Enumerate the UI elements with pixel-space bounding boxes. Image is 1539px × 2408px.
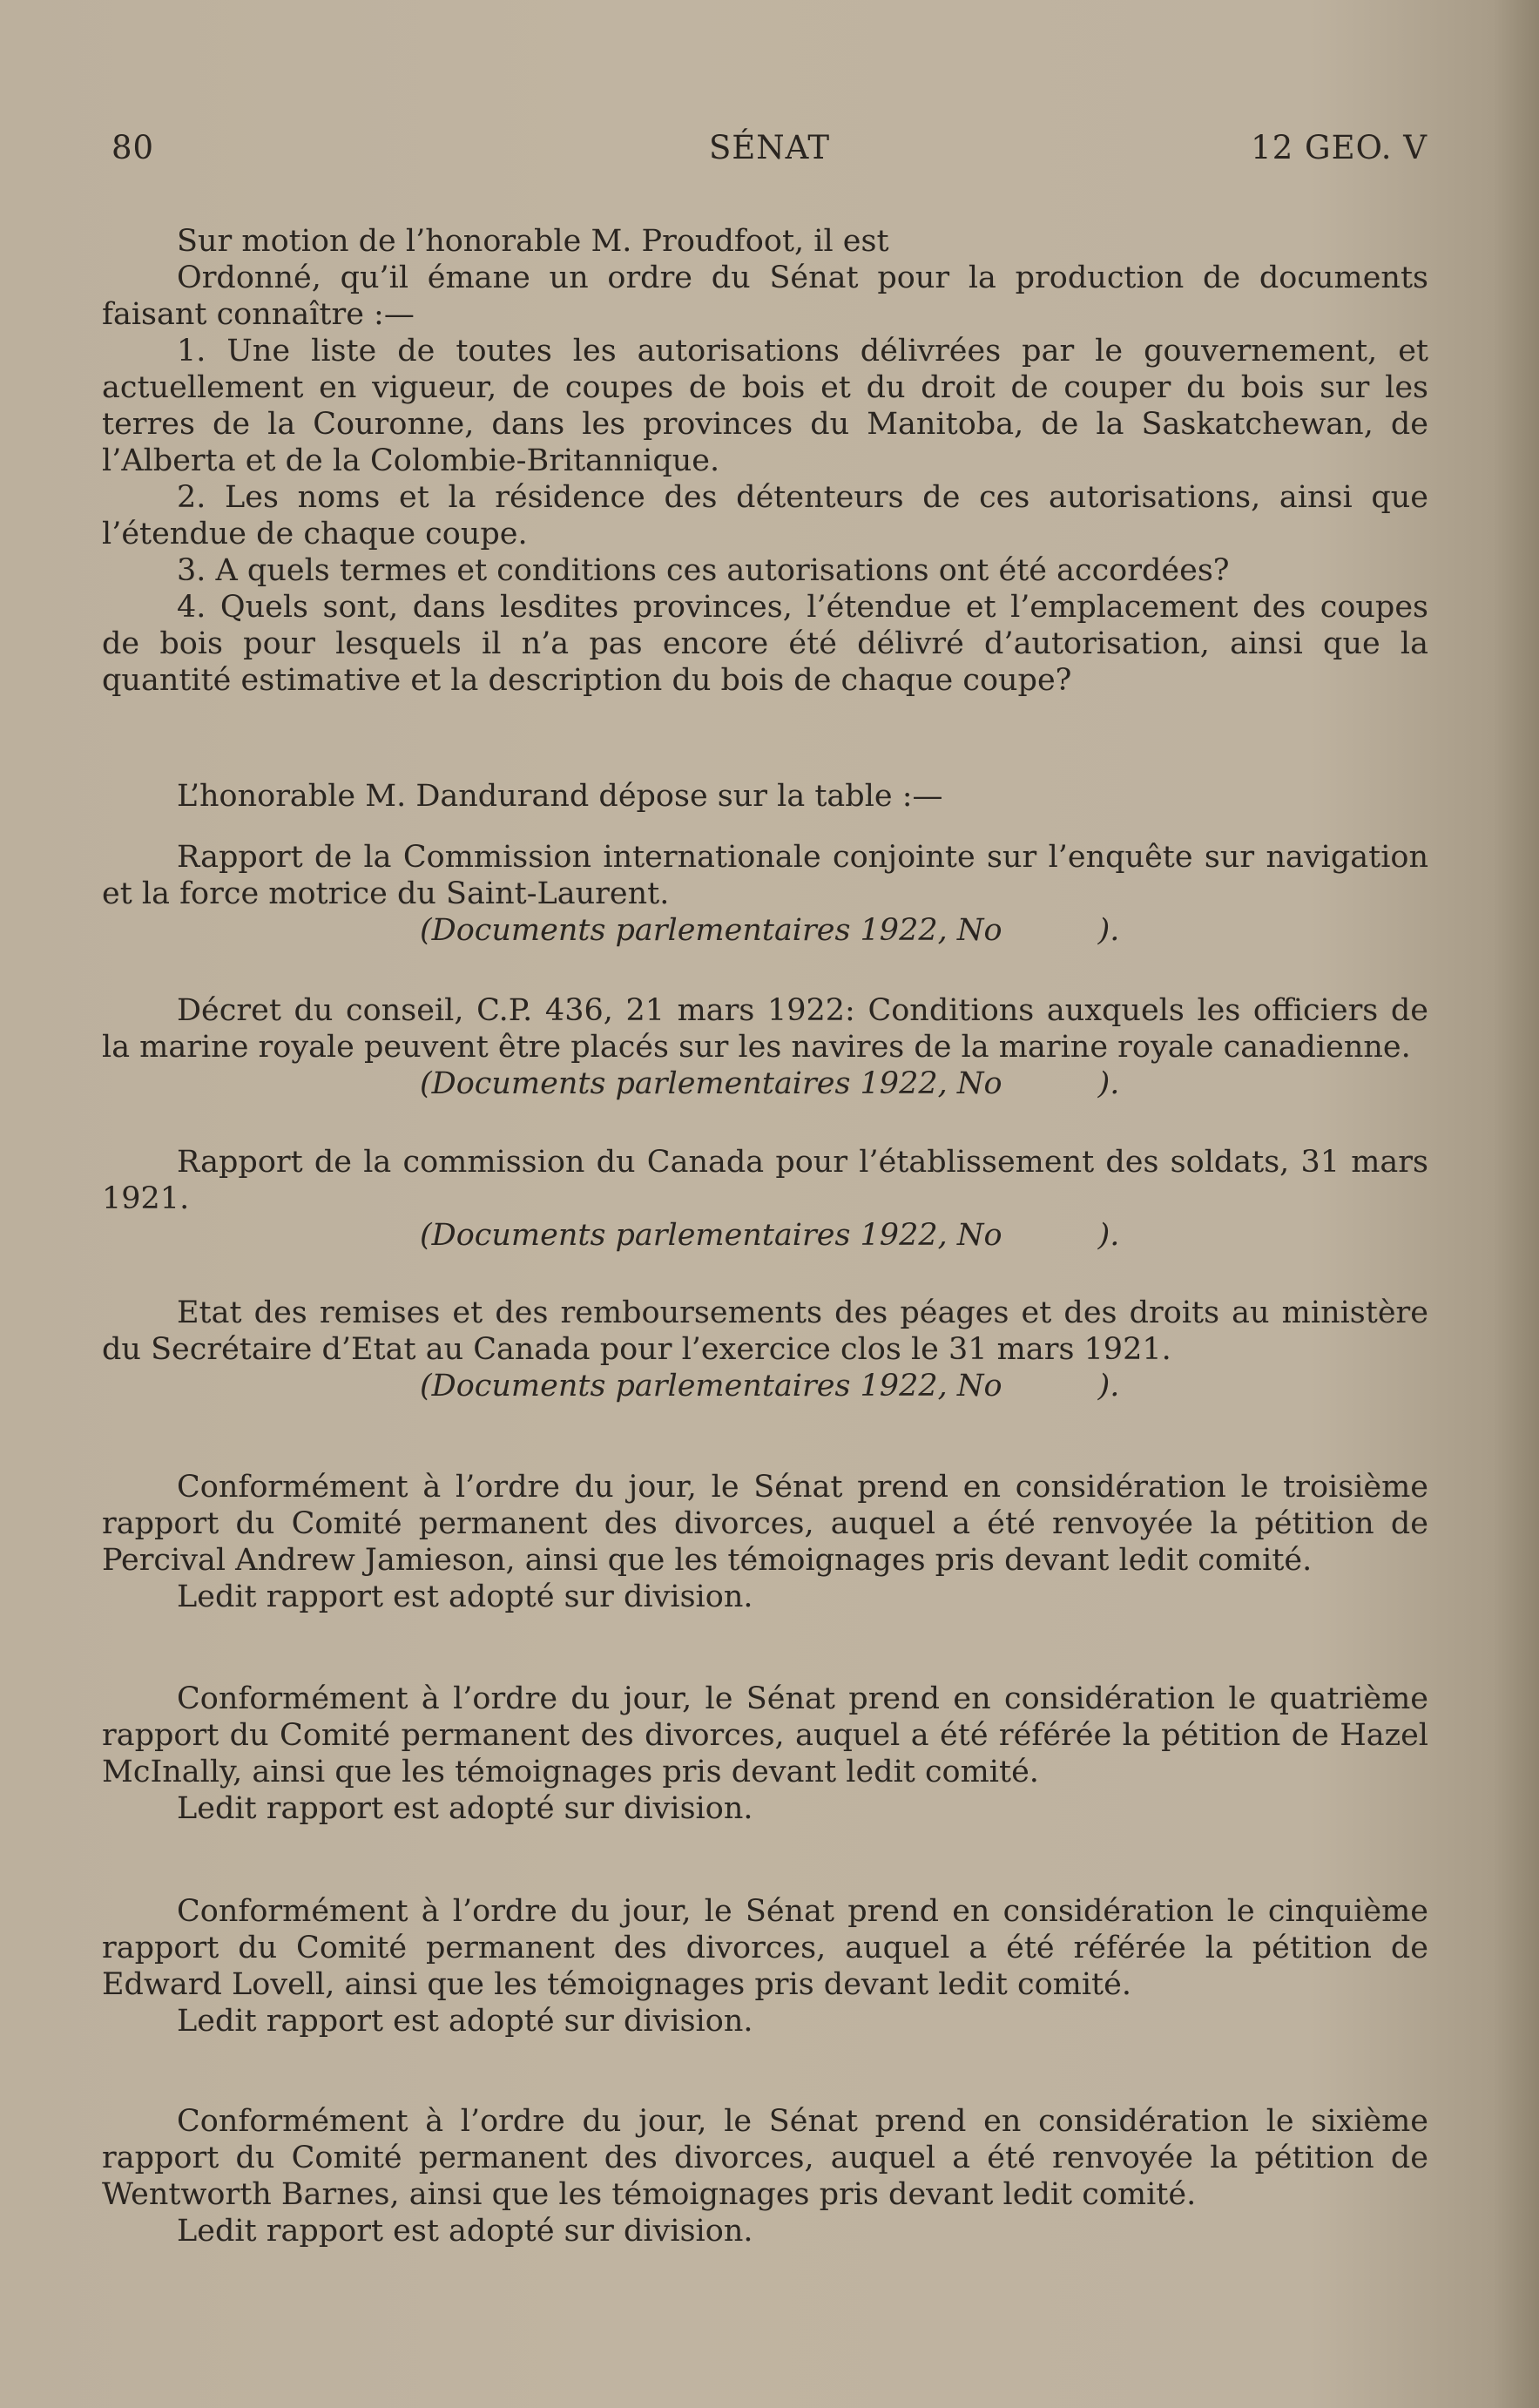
report-text: Conformément à l’ordre du jour, le Sénat prend en considération le cinquième rapport du Comité permanent des divorces, auquel a été référée la pétition de Edward Lovell, ainsi que les témoignages pris devant ledit comité. xyxy=(102,1894,1428,2002)
motion-intro: Sur motion de l’honorable M. Proudfoot, il est xyxy=(177,224,889,259)
tabled-document-reference: (Documents parlementaires 1922, No ). xyxy=(420,913,1120,948)
tabled-document-4 xyxy=(102,1295,1428,1404)
tabled-document-text: Etat des remises et des remboursements des péages et des droits au ministère du Secrétaire d’Etat au Canada pour l’exercice clos le 31 mars 1921. xyxy=(102,1295,1428,1367)
tabled-document-reference: (Documents parlementaires 1922, No ). xyxy=(420,1369,1120,1404)
tabled-document-2 xyxy=(102,992,1428,1102)
divorce-report-3 xyxy=(102,1469,1428,1615)
tabled-document-text: Rapport de la Commission internationale conjointe sur l’enquête sur navigation et la force motrice du Saint-Laurent. xyxy=(102,840,1428,911)
report-result: Ledit rapport est adopté sur division. xyxy=(177,1791,753,1826)
motion-item-2: 2. Les noms et la résidence des détenteurs de ces autorisations, ainsi que l’étendue de chaque coupe. xyxy=(102,480,1428,551)
motion-item-1: 1. Une liste de toutes les autorisations délivrées par le gouvernement, et actuellement en vigueur, de coupes de bois et du droit de couper du bois sur les terres de la Couronne, dans les provinces du Manitoba, de la Saskatchewan, de l’Alberta et de la Colombie-Britannique. xyxy=(102,334,1428,478)
tabled-document-1 xyxy=(102,839,1428,949)
tabling-intro: L’honorable M. Dandurand dépose sur la table :— xyxy=(177,779,943,814)
page-header xyxy=(111,129,1428,181)
divorce-report-5 xyxy=(102,1893,1428,2039)
session-reference: 12 GEO. V xyxy=(1251,129,1428,166)
motion-item-3: 3. A quels termes et conditions ces autorisations ont été accordées? xyxy=(177,553,1230,588)
report-result: Ledit rapport est adopté sur division. xyxy=(177,2214,753,2249)
tabling-section xyxy=(102,778,1428,815)
divorce-report-4 xyxy=(102,1681,1428,1827)
page-number: 80 xyxy=(111,129,155,166)
divorce-report-6 xyxy=(102,2103,1428,2249)
report-result: Ledit rapport est adopté sur division. xyxy=(177,2004,753,2039)
report-result: Ledit rapport est adopté sur division. xyxy=(177,1579,753,1614)
motion-section xyxy=(102,223,1428,699)
report-text: Conformément à l’ordre du jour, le Sénat prend en considération le troisième rapport du Comité permanent des divorces, auquel a été renvoyée la pétition de Percival Andrew Jamieson, ainsi que les témoignages pris devant ledit comité. xyxy=(102,1470,1428,1578)
report-text: Conformément à l’ordre du jour, le Sénat prend en considération le sixième rapport du Comité permanent des divorces, auquel a été renvoyée la pétition de Wentworth Barnes, ainsi que les témoignages pris devant ledit comité. xyxy=(102,2104,1428,2212)
motion-item-4: 4. Quels sont, dans lesdites provinces, l’étendue et l’emplacement des coupes de bois pour lesquels il n’a pas encore été délivré d’autorisation, ainsi que la quantité estimative et la description du bois de chaque coupe? xyxy=(102,590,1428,698)
tabled-document-reference: (Documents parlementaires 1922, No ). xyxy=(420,1218,1120,1253)
page-title: SÉNAT xyxy=(708,129,831,166)
tabled-document-reference: (Documents parlementaires 1922, No ). xyxy=(420,1066,1120,1101)
motion-order: Ordonné, qu’il émane un ordre du Sénat pour la production de documents faisant connaître :— xyxy=(102,260,1428,332)
report-text: Conformément à l’ordre du jour, le Sénat prend en considération le quatrième rapport du Comité permanent des divorces, auquel a été référée la pétition de Hazel McInally, ainsi que les témoignages pris devant ledit comité. xyxy=(102,1681,1428,1789)
tabled-document-text: Décret du conseil, C.P. 436, 21 mars 1922: Conditions auxquels les officiers de la marine royale peuvent être placés sur les navires de la marine royale canadienne. xyxy=(102,993,1428,1065)
tabled-document-3 xyxy=(102,1144,1428,1254)
tabled-document-text: Rapport de la commission du Canada pour l’établissement des soldats, 31 mars 1921. xyxy=(102,1145,1428,1216)
